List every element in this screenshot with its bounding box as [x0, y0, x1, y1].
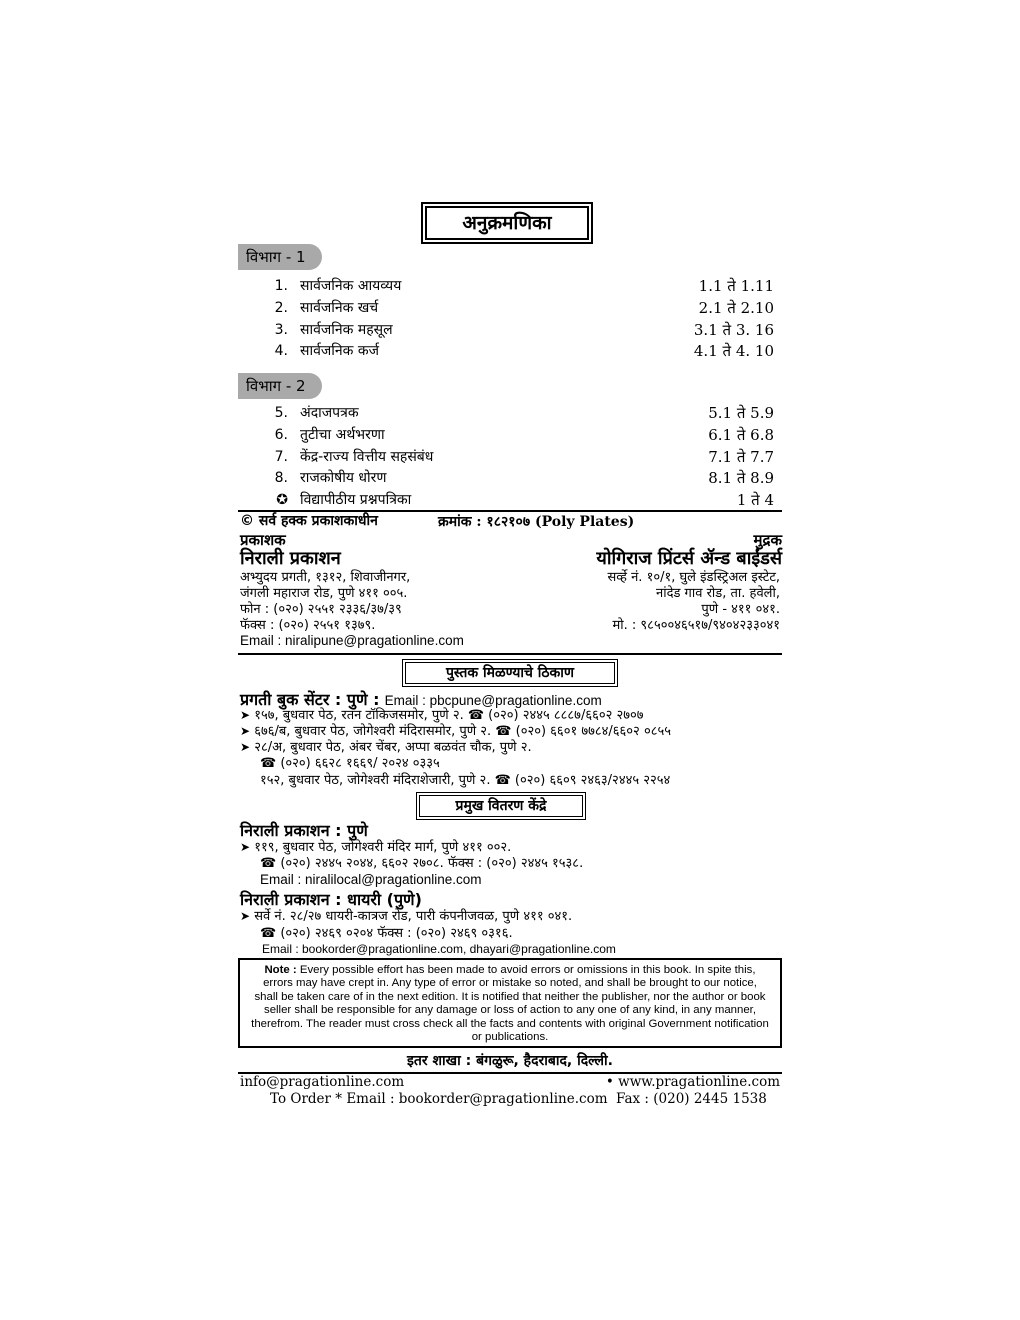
publisher-label: प्रकाशक — [240, 531, 286, 549]
publisher-email[interactable]: Email : niralipune@pragationline.com — [240, 633, 464, 648]
toc-row[interactable] — [270, 402, 774, 424]
toc-title: सार्वजनिक महसूल — [300, 322, 393, 338]
footer-fax: Fax : (020) 2445 1538 — [616, 1091, 767, 1107]
printer-label: मुद्रक — [753, 531, 782, 549]
availability-heading-box — [402, 659, 618, 687]
toc-title: सार्वजनिक खर्च — [300, 300, 379, 316]
toc-row[interactable] — [270, 489, 774, 511]
store-name: प्रगती बुक सेंटर : पुणे : — [240, 690, 380, 709]
toc-pages: 6.1 ते 6.8 — [708, 426, 774, 444]
footer-website[interactable]: • www.pragationline.com — [605, 1074, 780, 1090]
note-text: Every possible effort has been made to avoid errors or omissions in this book. In spite this, errors may have crept in. Any type of error or mistake so noted, and shall be brought to our notice, shall be taken care of in the next edition. It is notified that neither the publisher, nor the author or book seller shall be responsible for any damage or loss of action to any one of any kind, in any manner, therefrom. The reader must cross check all the facts and contents with original Government notification or publications. — [251, 964, 769, 1044]
distribution-heading-box — [416, 792, 586, 820]
toc-title: विद्यापीठीय प्रश्नपत्रिका — [300, 492, 412, 508]
footer-email[interactable]: info@pragationline.com — [240, 1074, 405, 1090]
publisher-address-line: अभ्युदय प्रगती, १३१२, शिवाजीनगर, — [240, 570, 411, 585]
toc-pages: 3.1 ते 3. 16 — [693, 321, 774, 339]
distribution-heading: प्रमुख वितरण केंद्रे — [419, 795, 583, 817]
toc-title: सार्वजनिक कर्ज — [300, 343, 379, 359]
publisher-name: निराली प्रकाशन — [240, 548, 341, 569]
store-address: १५२, बुधवार पेठ, जोगेश्वरी मंदिराशेजारी, पुणे २. ☎ (०२०) ६६०९ २४६३/२४४५ २२५४ — [260, 773, 671, 788]
center2-name: निराली प्रकाशन : धायरी (पुणे) — [240, 890, 422, 909]
toc-title: राजकोषीय धोरण — [300, 470, 387, 486]
store-address: २८/अ, बुधवार पेठ, अंबर चेंबर, अप्पा बळवंत चौक, पुणे २. — [254, 740, 532, 755]
other-branches: इतर शाखा : बंगळुरू, हैदराबाद, दिल्ली. — [407, 1053, 613, 1069]
serial-number: क्रमांक : १८२१०७ (Poly Plates) — [438, 514, 635, 530]
toc-row[interactable] — [270, 424, 774, 446]
toc-row[interactable] — [270, 340, 774, 362]
footer-order-email[interactable]: To Order * Email : bookorder@pragationline.com — [270, 1091, 608, 1107]
toc-pages: 8.1 ते 8.9 — [708, 469, 774, 487]
center2-email[interactable]: Email : bookorder@pragationline.com, dhayari@pragationline.com — [262, 942, 616, 956]
publisher-phone: फोन : (०२०) २५५१ २३३६/३७/३९ — [240, 602, 402, 617]
store-address-row — [240, 739, 532, 756]
store-address: ६७६/ब, बुधवार पेठ, जोगेश्वरी मंदिरासमोर, पुणे २. ☎ (०२०) ६६०१ ७७८४/६६०२ ०८५५ — [254, 724, 671, 739]
arrow-bullet-icon: ➤ — [240, 840, 251, 854]
copyright: © सर्व हक्क प्रकाशकाधीन — [240, 513, 378, 529]
toc-pages: 1 ते 4 — [736, 491, 774, 509]
toc-title: तुटीचा अर्थभरणा — [300, 427, 385, 443]
store-address: १५७, बुधवार पेठ, रतन टॉकिजसमोर, पुणे २. ☎ (०२०) २४४५ ८८८७/६६०२ २७०७ — [254, 708, 644, 723]
toc-row[interactable] — [270, 275, 774, 297]
publisher-address-line: जंगली महाराज रोड, पुणे ४११ ००५. — [240, 586, 408, 601]
toc-pages: 1.1 ते 1.11 — [698, 277, 774, 295]
printer-address-line: सर्व्हे नं. १०/१, घुले इंडस्ट्रिअल इस्टेट, — [607, 570, 780, 585]
center1-email[interactable]: Email : niralilocal@pragationline.com — [260, 872, 482, 887]
contents-title-box — [421, 202, 593, 244]
store-address-row — [240, 723, 671, 740]
section-tab-1: विभाग - 1 — [238, 244, 322, 270]
section-tab-2: विभाग - 2 — [238, 373, 322, 399]
toc-number: 6. — [274, 427, 288, 443]
center1-address-row — [240, 839, 511, 856]
center1-phone: ☎ (०२०) २४४५ २०४४, ६६०२ २७०८. फॅक्स : (०२०) २४४५ १५३८. — [260, 856, 584, 871]
toc-title: अंदाजपत्रक — [300, 405, 359, 421]
toc-number: 3. — [274, 322, 288, 338]
toc-number: 5. — [274, 405, 288, 421]
note-label: Note : — [264, 964, 297, 976]
toc-pages: 7.1 ते 7.7 — [708, 448, 774, 466]
printer-address-line: पुणे - ४११ ०४१. — [701, 602, 780, 617]
publisher-fax: फॅक्स : (०२०) २५५१ १३७९. — [240, 618, 376, 633]
divider — [238, 653, 782, 655]
disclaimer-note — [238, 958, 782, 1048]
contents-title: अनुक्रमणिका — [425, 206, 589, 240]
arrow-bullet-icon: ➤ — [240, 909, 251, 923]
arrow-bullet-icon: ➤ — [240, 724, 251, 738]
toc-number: 1. — [274, 278, 288, 294]
center1-address: ११९, बुधवार पेठ, जोगेश्वरी मंदिर मार्ग, पुणे ४११ ००२. — [254, 840, 512, 855]
center2-address-row — [240, 908, 572, 925]
arrow-bullet-icon: ➤ — [240, 708, 251, 722]
toc-row[interactable] — [270, 297, 774, 319]
printer-name: योगिराज प्रिंटर्स ॲन्ड बाईंडर्स — [596, 548, 782, 569]
center2-address: सर्वे नं. २८/२७ धायरी-कात्रज रोड, पारी कंपनीजवळ, पुणे ४११ ०४१. — [254, 909, 573, 924]
arrow-bullet-icon: ➤ — [240, 740, 251, 754]
center1-name: निराली प्रकाशन : पुणे — [240, 821, 368, 840]
store-address-row — [240, 707, 644, 724]
toc-row[interactable] — [270, 319, 774, 341]
center2-phone: ☎ (०२०) २४६९ ०२०४ फॅक्स : (०२०) २४६९ ०३१६. — [260, 926, 513, 941]
toc-pages: 5.1 ते 5.9 — [708, 404, 774, 422]
toc-row[interactable] — [270, 446, 774, 468]
store-phone: ☎ (०२०) ६६२८ १६६९/ २०२४ ०३३५ — [260, 756, 440, 771]
toc-title: सार्वजनिक आयव्यय — [300, 278, 402, 294]
store-email[interactable]: Email : pbcpune@pragationline.com — [384, 693, 602, 708]
toc-row[interactable] — [270, 467, 774, 489]
toc-number: 4. — [274, 343, 288, 359]
toc-number: 7. — [274, 449, 288, 465]
toc-pages: 4.1 ते 4. 10 — [693, 342, 774, 360]
toc-bullet-icon: ✪ — [276, 492, 288, 508]
toc-number: 8. — [274, 470, 288, 486]
availability-heading: पुस्तक मिळण्याचे ठिकाण — [405, 662, 615, 684]
toc-title: केंद्र-राज्य वित्तीय सहसंबंध — [300, 449, 434, 465]
toc-number: 2. — [274, 300, 288, 316]
printer-address-line: नांदेड गाव रोड, ता. हवेली, — [655, 586, 780, 601]
toc-pages: 2.1 ते 2.10 — [698, 299, 774, 317]
printer-mobile: मो. : ९८५००४६५१७/९४०४२३३०४१ — [612, 618, 780, 633]
